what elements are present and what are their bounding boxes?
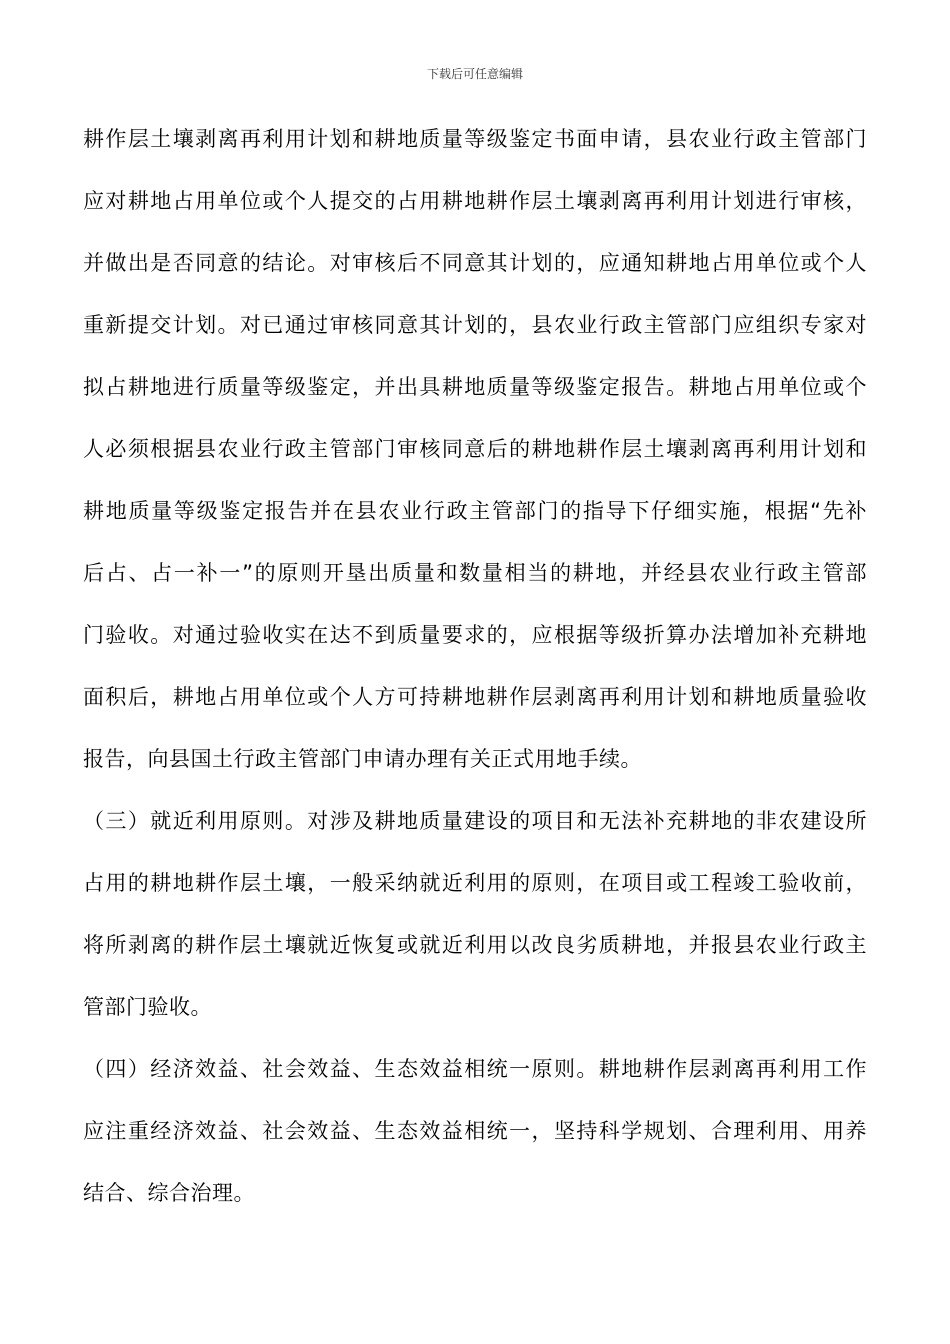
document-body [83,118,867,1234]
body-line: 应对耕地占用单位或个人提交的占用耕地耕作层土壤剥离再利用计划进行审核， [83,189,867,213]
body-line: 管部门验收。 [83,995,212,1019]
body-line: 占用的耕地耕作层土壤，一般采纳就近利用的原则，在项目或工程竣工验收前， [83,871,867,895]
body-line: 门验收。对通过验收实在达不到质量要求的，应根据等级折算办法增加补充耕地 [83,623,867,647]
body-line: （三）就近利用原则。对涉及耕地质量建设的项目和无法补充耕地的非农建设所 [83,809,867,833]
body-line: 并做出是否同意的结论。对审核后不同意其计划的，应通知耕地占用单位或个人 [83,251,867,275]
body-line: 拟占耕地进行质量等级鉴定，并出具耕地质量等级鉴定报告。耕地占用单位或个 [83,375,867,399]
body-line: （四）经济效益、社会效益、生态效益相统一原则。耕地耕作层剥离再利用工作 [83,1057,867,1081]
body-line: 耕地质量等级鉴定报告并在县农业行政主管部门的指导下仔细实施，根据“先补 [83,499,867,523]
body-line: 应注重经济效益、社会效益、生态效益相统一，坚持科学规划、合理利用、用养 [83,1119,867,1143]
body-line: 报告，向县国土行政主管部门申请办理有关正式用地手续。 [83,747,642,771]
body-line: 将所剥离的耕作层土壤就近恢复或就近利用以改良劣质耕地，并报县农业行政主 [83,933,867,957]
body-line: 后占、占一补一”的原则开垦出质量和数量相当的耕地，并经县农业行政主管部 [83,561,867,585]
body-line: 重新提交计划。对已通过审核同意其计划的，县农业行政主管部门应组织专家对 [83,313,867,337]
body-line: 面积后，耕地占用单位或个人方可持耕地耕作层剥离再利用计划和耕地质量验收 [83,685,867,709]
body-line: 人必须根据县农业行政主管部门审核同意后的耕地耕作层土壤剥离再利用计划和 [83,437,867,461]
body-line: 结合、综合治理。 [83,1181,255,1205]
page-header: 下载后可任意编辑 [426,67,523,81]
body-line: 耕作层土壤剥离再利用计划和耕地质量等级鉴定书面申请，县农业行政主管部门 [83,127,867,151]
